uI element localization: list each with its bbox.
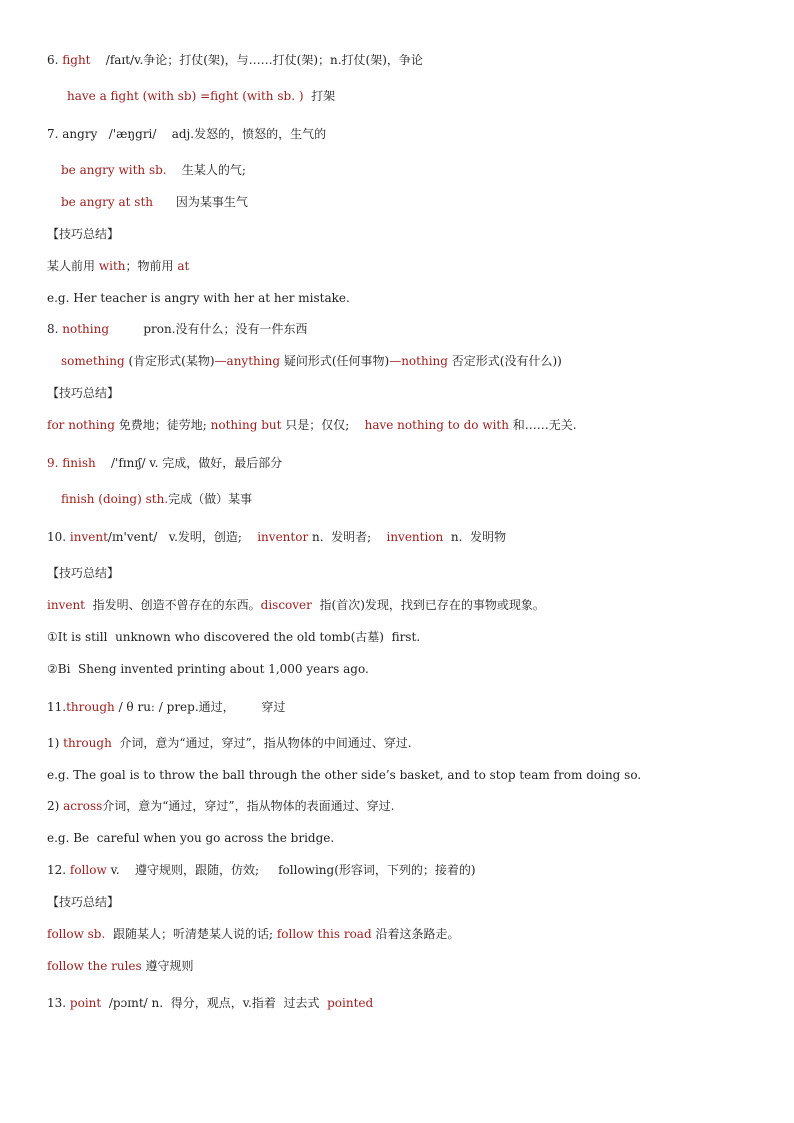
body-text: 10. [47,530,70,544]
body-text: e.g. The goal is to throw the ball through the other side’s basket, and to stop team from doing so. [47,768,642,782]
body-text: 跟随某人；听清楚某人说的话; [105,927,277,941]
keyword-text: finish (doing) sth. [61,492,169,506]
text-line [67,88,335,104]
keyword-text: invent [47,598,85,612]
keyword-text: discover [260,598,312,612]
body-text: /'fɪnɪʃ/ v. 完成，做好，最后部分 [95,456,283,470]
body-text: /ɪn'vent/ v.发明，创造; [107,530,258,544]
body-text: 免费地；徒劳地; [114,418,211,432]
body-text: 【技巧总结】 [47,386,120,400]
text-line [47,767,641,783]
text-line [47,258,189,274]
body-text: 1) [47,736,64,750]
text-line [47,455,282,471]
keyword-text: pointed [327,996,374,1010]
text-line [47,926,459,942]
body-text: 【技巧总结】 [47,895,120,909]
keyword-text: through [63,736,112,750]
body-text: 指发明、创造不曾存在的东西。 [85,598,261,612]
text-line [47,226,119,242]
text-line [61,491,252,507]
text-line [47,995,373,1011]
text-line [47,894,119,910]
body-text: 和……无关. [508,418,577,432]
body-text: 12. [47,863,70,877]
text-line [47,597,545,613]
text-line [47,735,412,751]
keyword-text: inventor [257,530,309,544]
body-text: n. 发明者; [308,530,387,544]
text-line [47,321,308,337]
keyword-text: through [66,700,115,714]
body-text: 因为某事生气 [153,195,248,209]
body-text: 7. angry /'æŋgri/ adj.发怒的，愤怒的，生气的 [47,127,327,141]
body-text: 否定形式(没有什么)) [447,354,562,368]
keyword-text: be angry with sb. [61,163,167,177]
keyword-text: 9. finish [47,456,96,470]
keyword-text: have a fight (with sb) =fight (with sb. ) [67,89,308,103]
text-line [47,629,420,645]
body-text: ②Bi Sheng invented printing about 1,000 years ago. [47,662,369,676]
text-line [47,699,285,715]
body-text: /pɔɪnt/ n. 得分，观点，v.指着 过去式 [101,996,328,1010]
text-line [47,958,194,974]
body-text: pron.没有什么；没有一件东西 [109,322,308,336]
keyword-text: for nothing [47,418,115,432]
text-line [47,417,577,433]
text-line [47,290,350,306]
text-line [47,565,119,581]
keyword-text: follow [69,863,107,877]
body-text: 13. [47,996,70,1010]
body-text: ；物前用 [125,259,178,273]
text-line [61,194,248,210]
body-text: 疑问形式(任何事物) [280,354,390,368]
body-text: 【技巧总结】 [47,566,120,580]
keyword-text: nothing [62,322,110,336]
keyword-text: nothing but [210,418,282,432]
text-line [47,529,506,545]
body-text: 完成（做）某事 [168,492,253,506]
keyword-text: at [177,259,190,273]
keyword-text: invention [386,530,444,544]
body-text: 沿着这条路走。 [371,927,460,941]
keyword-text: have nothing to do with [364,418,509,432]
text-line [47,661,369,677]
body-text: 介词，意为“通过，穿过”，指从物体的表面通过、穿过. [102,799,395,813]
text-line [47,830,334,846]
body-text: 6. [47,53,63,67]
keyword-text: point [69,996,102,1010]
body-text: ①It is still unknown who discovered the old tomb(古墓) first. [47,630,421,644]
body-text: 某人前用 [47,259,99,273]
body-text: 11. [47,700,67,714]
keyword-text: be angry at sth [61,195,153,209]
text-line [61,353,562,369]
body-text: 遵守规则 [141,959,194,973]
body-text: 只是；仅仅; [281,418,365,432]
body-text: 8. [47,322,63,336]
body-text: 介词，意为“通过，穿过”，指从物体的中间通过、穿过. [111,736,412,750]
keyword-text: follow the rules [47,959,142,973]
body-text: 指(首次)发现，找到已存在的事物或现象。 [311,598,545,612]
keyword-text: with [98,259,126,273]
body-text: 【技巧总结】 [47,227,120,241]
keyword-text: —nothing [389,354,448,368]
keyword-text: follow this road [276,927,372,941]
body-text: / θ ruː / prep.通过， 穿过 [114,700,286,714]
text-line [47,385,119,401]
body-text: 打架 [307,89,336,103]
body-text: 生某人的气; [166,163,246,177]
body-text: e.g. Be careful when you go across the bridge. [47,831,335,845]
text-line [47,862,476,878]
keyword-text: something [61,354,125,368]
text-line [47,52,423,68]
keyword-text: across [63,799,103,813]
keyword-text: —anything [214,354,281,368]
body-text: (肯定形式(某物) [124,354,215,368]
keyword-text: invent [69,530,108,544]
body-text: 2) [47,799,64,813]
text-line [61,162,246,178]
body-text: n. 发明物 [443,530,507,544]
text-line [47,126,326,142]
body-text: v. 遵守规则，跟随，仿效; following(形容词，下列的；接着的) [106,863,476,877]
keyword-text: fight [62,53,91,67]
text-line [47,798,394,814]
body-text: /faɪt/v.争论；打仗(架)，与……打仗(架)；n.打仗(架)，争论 [90,53,423,67]
keyword-text: follow sb. [47,927,106,941]
body-text: e.g. Her teacher is angry with her at her mistake. [47,291,350,305]
